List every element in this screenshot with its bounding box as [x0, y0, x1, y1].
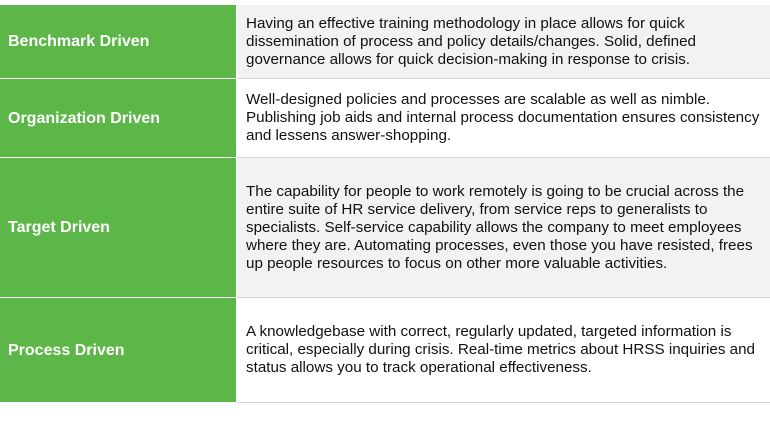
row-description: A knowledgebase with correct, regularly updated, targeted information is critical, especially during crisis. Real-time metrics about HRSS inquiries and status allows you to track operational effectiveness. [246, 323, 755, 376]
row-description-cell [237, 158, 770, 298]
row-label-cell [0, 298, 237, 403]
row-label: Organization Driven [8, 109, 161, 127]
table-row [0, 79, 770, 158]
row-label: Benchmark Driven [8, 33, 150, 50]
table-row [0, 298, 770, 403]
row-label: Target Driven [8, 219, 110, 236]
row-label-cell [0, 158, 237, 298]
row-description-cell [237, 5, 770, 79]
row-label: Process Driven [8, 341, 125, 359]
table-row [0, 5, 770, 79]
row-label-cell [0, 5, 237, 79]
drivers-table [0, 5, 770, 403]
row-description-cell [237, 79, 770, 158]
row-description: Well-designed policies and processes are scalable as well as nimble. Publishing job aids and internal process documentation ensures consistency and lessens answer-shopping. [246, 91, 760, 144]
row-description: The capability for people to work remotely is going to be crucial across the entire suite of HR service delivery, from service reps to generalists to specialists. Self-service capability allows the company to meet employees where they are. Automating processes, even those you have resisted, frees up people resources to focus on other more valuable activities. [246, 182, 753, 272]
row-label-cell [0, 79, 237, 158]
table-row [0, 158, 770, 298]
row-description-cell [237, 298, 770, 403]
row-description: Having an effective training methodology in place allows for quick dissemination of process and policy details/changes. Solid, defined governance allows for quick decision-making in response to crisis. [246, 14, 696, 68]
